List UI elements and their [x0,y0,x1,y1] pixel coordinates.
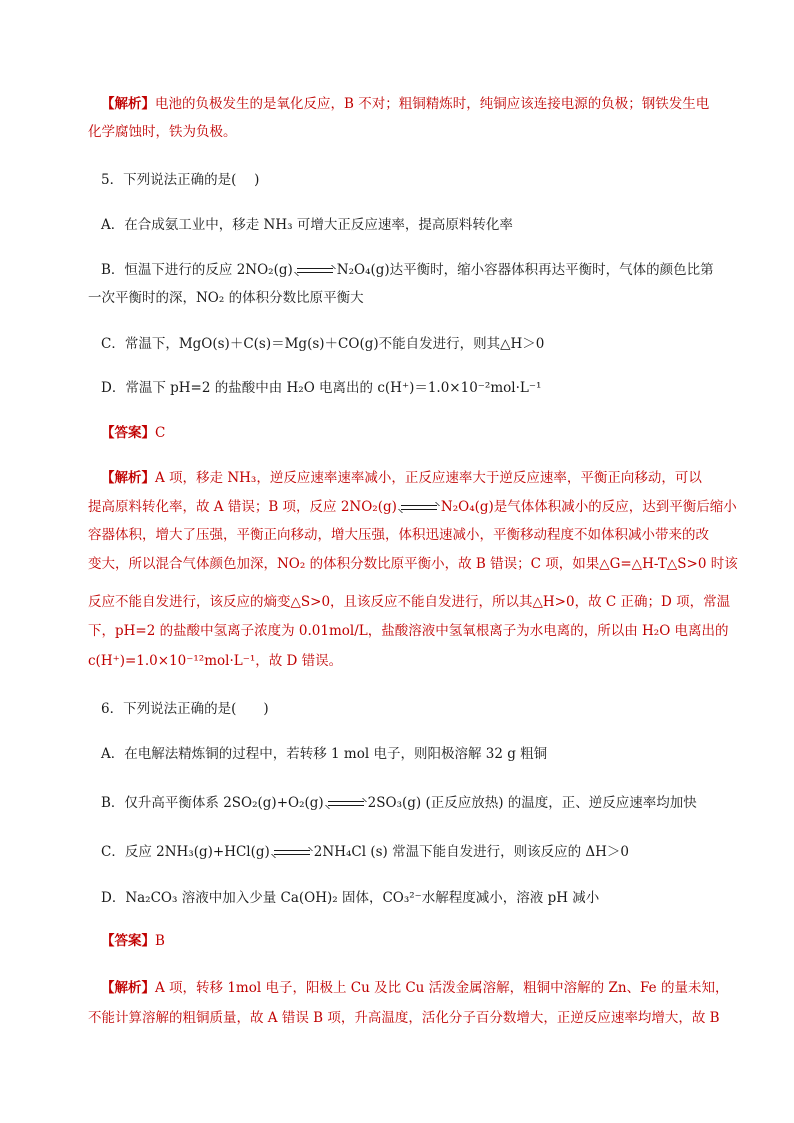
explanation-5-line-1: 【解析】A 项，移走 NH₃，逆反应速率速率减小，正反应速率大于逆反应速率，平衡正向移动，可以 [101,470,702,486]
answer-tag: 【答案】 [101,425,155,441]
question-5-stem: 5．下列说法正确的是( ) [101,172,260,188]
explanation-tag: 【解析】 [101,96,155,112]
explanation-5-line-6: 下，pH=2 的盐酸中氢离子浓度为 0.01mol/L，盐酸溶液中氢氧根离子为水电离的，所以由 H₂O 电离出的 [88,623,729,639]
equilibrium-arrow-icon [401,503,437,513]
equilibrium-arrow-icon [274,848,310,858]
answer-5: 【答案】C [101,425,166,441]
equilibrium-arrow-icon [297,266,333,276]
explanation-6-line-1: 【解析】A 项，转移 1mol 电子，阳极上 Cu 及比 Cu 活泼金属溶解，粗铜中溶解的 Zn、Fe 的量未知， [101,980,729,996]
explanation-5-line-3: 容器体积，增大了压强，平衡正向移动，增大压强，体积迅速减小，平衡移动程度不如体积减小带来的改 [88,527,709,543]
question-6-option-d: D．Na₂CO₃ 溶液中加入少量 Ca(OH)₂ 固体，CO₃²⁻水解程度减小，溶液 pH 减小 [101,890,600,906]
answer-tag: 【答案】 [101,933,155,949]
equilibrium-arrow-icon [328,799,364,809]
question-6-option-b: B．仅升高平衡体系 2SO₂(g)+O₂(g) 2SO₃(g) (正反应放热) 的温度，正、逆反应速率均加快 [101,795,697,811]
explanation-5-line-4: 变大，所以混合气体颜色加深，NO₂ 的体积分数比原平衡小，故 B 错误；C 项，如果△G=△H-T△S>0 时该 [88,556,738,572]
explanation-tag: 【解析】 [101,980,155,996]
question-5-option-b-cont: 一次平衡时的深，NO₂ 的体积分数比原平衡大 [88,290,364,306]
explanation-5-line-7: c(H⁺)=1.0×10⁻¹²mol·L⁻¹，故 D 错误。 [88,653,343,669]
question-5-option-b: B．恒温下进行的反应 2NO₂(g) N₂O₄(g)达平衡时，缩小容器体积再达平衡时，气体的颜色比第 [101,262,714,278]
explanation-6-line-2: 不能计算溶解的粗铜质量，故 A 错误 B 项，升高温度，活化分子百分数增大，正逆反应速率均增大，故 B [88,1010,720,1026]
answer-6: 【答案】B [101,933,165,949]
explanation-4-line-2: 化学腐蚀时，铁为负极。 [88,124,237,140]
explanation-5-line-5: 反应不能自发进行，该反应的熵变△S>0，且该反应不能自发进行，所以其△H>0，故 C 正确；D 项，常温 [88,594,731,610]
question-5-option-a: A．在合成氨工业中，移走 NH₃ 可增大正反应速率，提高原料转化率 [101,217,513,233]
question-5-option-d: D．常温下 pH=2 的盐酸中由 H₂O 电离出的 c(H⁺)＝1.0×10⁻²mol·L⁻¹ [101,380,542,396]
explanation-tag: 【解析】 [101,470,155,486]
question-5-option-c: C．常温下，MgO(s)＋C(s)＝Mg(s)＋CO(g)不能自发进行，则其△H＞0 [101,336,545,352]
question-6-option-a: A．在电解法精炼铜的过程中，若转移 1 mol 电子，则阳极溶解 32 g 粗铜 [101,746,548,762]
question-6-stem: 6．下列说法正确的是( ) [101,701,269,717]
explanation-5-line-2: 提高原料转化率，故 A 错误；B 项，反应 2NO₂(g) N₂O₄(g)是气体体积减小的反应，达到平衡后缩小 [88,499,737,515]
question-6-option-c: C．反应 2NH₃(g)+HCl(g) 2NH₄Cl (s) 常温下能自发进行，则该反应的 ΔH＞0 [101,844,629,860]
explanation-4-line-1: 【解析】电池的负极发生的是氧化反应，B 不对；粗铜精炼时，纯铜应该连接电源的负极；钢铁发生电 [101,96,710,112]
